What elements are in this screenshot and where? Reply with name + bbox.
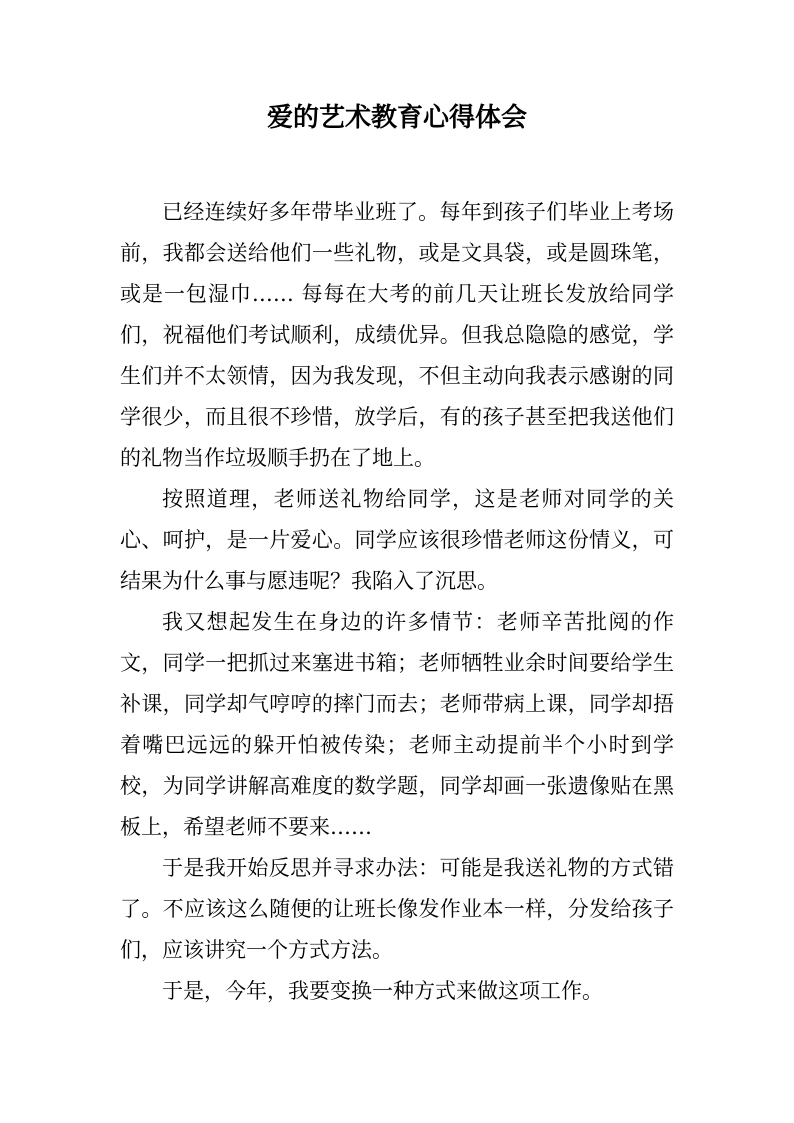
document-body — [120, 192, 674, 1012]
paragraph-3: 我又想起发生在身边的许多情节：老师辛苦批阅的作文，同学一把抓过来塞进书箱；老师牺牲业余时间要给学生补课，同学却气哼哼的摔门而去；老师带病上课，同学却捂着嘴巴远远的躲开怕被传染；老师主动提前半个小时到学校，为同学讲解高难度的数学题，同学却画一张遗像贴在黑板上，希望老师不要来…… — [120, 610, 674, 839]
document-title: 爱的艺术教育心得体会 — [266, 103, 527, 133]
paragraph-2: 按照道理，老师送礼物给同学，这是老师对同学的关心、呵护，是一片爱心。同学应该很珍惜老师这份情义，可结果为什么事与愿违呢？我陷入了沉思。 — [120, 487, 674, 593]
paragraph-5: 于是，今年，我要变换一种方式来做这项工作。 — [162, 979, 603, 1003]
paragraph-4: 于是我开始反思并寻求办法：可能是我送礼物的方式错了。不应该这么随便的让班长像发作业本一样，分发给孩子们，应该讲究一个方式方法。 — [120, 856, 674, 962]
paragraph-1: 已经连续好多年带毕业班了。每年到孩子们毕业上考场前，我都会送给他们一些礼物，或是文具袋，或是圆珠笔，或是一包湿巾…… 每每在大考的前几天让班长发放给同学们，祝福他们考试顺利，成绩优异。但我总隐隐的感觉，学生们并不太领情，因为我发现，不但主动向我表示感谢的同学很少，而且很不珍惜，放学后，有的孩子甚至把我送他们的礼物当作垃圾顺手扔在了地上。 — [120, 200, 674, 470]
